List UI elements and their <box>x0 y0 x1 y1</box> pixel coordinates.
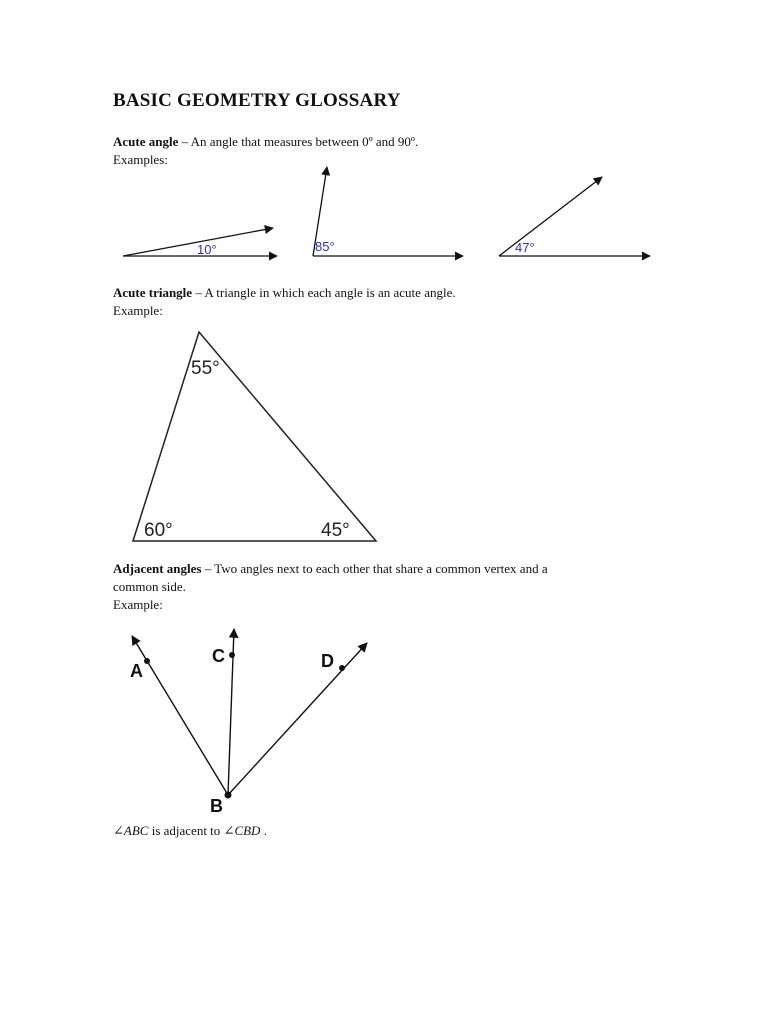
definition-continuation: common side. <box>113 579 186 594</box>
ray-bd <box>228 643 367 795</box>
acute-angle-47-figure <box>499 177 650 256</box>
adjacent-angles-figure <box>130 629 367 816</box>
example-label: Example: <box>113 303 163 318</box>
point-a <box>144 658 150 664</box>
term-acute-triangle: Acute triangle <box>113 285 193 300</box>
point-d <box>339 665 345 671</box>
label-d: D <box>321 651 334 671</box>
angle-label-47: 47° <box>515 240 535 255</box>
definition-text: Two angles next to each other that share a common vertex and a <box>214 561 548 576</box>
adjacent-angles-definition <box>113 560 548 578</box>
acute-angle-85-figure <box>313 167 463 256</box>
label-c: C <box>212 646 225 666</box>
definition-text: An angle that measures between 0º and 90º. <box>190 134 419 149</box>
term-adjacent-angles: Adjacent angles <box>113 561 202 576</box>
acute-angle-10-figure <box>123 228 277 257</box>
angle-cbd: ∠CBD <box>223 823 261 838</box>
angle-abc: ∠ABC <box>113 823 149 838</box>
angle-label-60: 60° <box>144 520 173 541</box>
term-acute-angle: Acute angle <box>113 134 179 149</box>
example-label: Example: <box>113 597 163 612</box>
page-title: BASIC GEOMETRY GLOSSARY <box>113 90 401 111</box>
angle-label-10: 10° <box>197 242 217 257</box>
triangle-shape <box>133 332 376 541</box>
angle-label-85: 85° <box>315 239 335 254</box>
definition-text: A triangle in which each angle is an acute angle. <box>204 285 456 300</box>
examples-label: Examples: <box>113 152 168 167</box>
label-b: B <box>210 796 223 816</box>
separator: – <box>201 561 215 576</box>
point-b <box>225 792 232 799</box>
caption-text: is adjacent to <box>148 823 224 838</box>
angle-label-45: 45° <box>321 520 350 541</box>
adjacent-caption <box>113 822 267 840</box>
angle-label-55: 55° <box>191 358 220 379</box>
caption-end: . <box>260 823 267 838</box>
label-a: A <box>130 661 143 681</box>
acute-triangle-definition <box>113 284 456 302</box>
point-c <box>229 652 235 658</box>
separator: – <box>178 134 191 149</box>
separator: – <box>192 285 205 300</box>
acute-triangle-figure <box>133 332 376 541</box>
